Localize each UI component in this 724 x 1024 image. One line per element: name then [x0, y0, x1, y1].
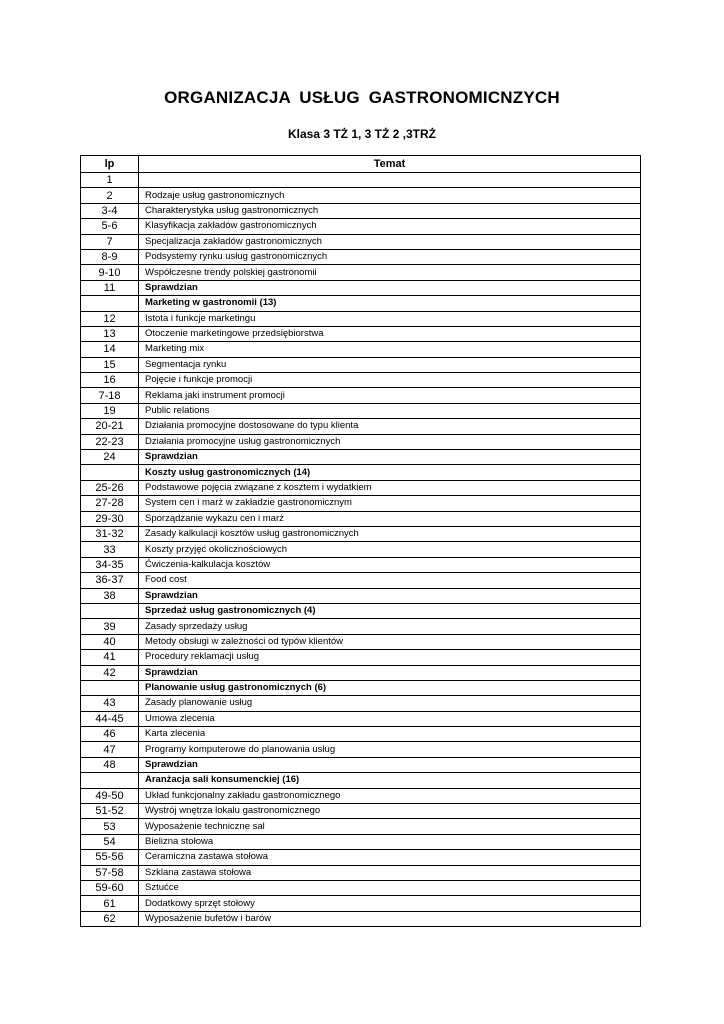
table-row [81, 911, 641, 926]
lesson-number-cell: 11 [81, 280, 139, 295]
table-row [81, 280, 641, 295]
topic-cell: Karta zlecenia [139, 727, 641, 742]
lesson-number-cell: 15 [81, 357, 139, 372]
topic-cell: Szklana zastawa stołowa [139, 865, 641, 880]
table-row [81, 757, 641, 772]
table-row [81, 357, 641, 372]
table-row [81, 203, 641, 218]
table-row [81, 434, 641, 449]
lesson-number-cell: 51-52 [81, 804, 139, 819]
lesson-number-cell: 9-10 [81, 265, 139, 280]
topic-cell: Ceramiczna zastawa stołowa [139, 850, 641, 865]
table-body [81, 173, 641, 927]
table-row [81, 219, 641, 234]
table-row [81, 680, 641, 695]
topic-cell: Sztućce [139, 880, 641, 895]
lesson-number-cell: 57-58 [81, 865, 139, 880]
lesson-number-cell: 53 [81, 819, 139, 834]
topic-cell: Marketing mix [139, 342, 641, 357]
topic-cell: Food cost [139, 573, 641, 588]
topic-cell: Współczesne trendy polskiej gastronomii [139, 265, 641, 280]
column-header-topic: Temat [139, 156, 641, 173]
table-row [81, 880, 641, 895]
lesson-number-cell: 41 [81, 650, 139, 665]
topic-cell [139, 173, 641, 188]
curriculum-table [80, 155, 641, 927]
lesson-number-cell [81, 773, 139, 788]
lesson-number-cell: 2 [81, 188, 139, 203]
topic-cell: Rodzaje usług gastronomicznych [139, 188, 641, 203]
lesson-number-cell: 29-30 [81, 511, 139, 526]
table-row [81, 173, 641, 188]
topic-cell: Dodatkowy sprzęt stołowy [139, 896, 641, 911]
topic-cell: Sporządzanie wykazu cen i marż [139, 511, 641, 526]
topic-cell: Ćwiczenia-kalkulacja kosztów [139, 557, 641, 572]
table-row [81, 311, 641, 326]
lesson-number-cell: 12 [81, 311, 139, 326]
table-row [81, 388, 641, 403]
table-row [81, 727, 641, 742]
topic-cell: Wystrój wnętrza lokalu gastronomicznego [139, 804, 641, 819]
table-row [81, 496, 641, 511]
lesson-number-cell: 42 [81, 665, 139, 680]
topic-cell: Umowa zlecenia [139, 711, 641, 726]
lesson-number-cell: 62 [81, 911, 139, 926]
section-heading-cell: Marketing w gastronomii (13) [139, 296, 641, 311]
lesson-number-cell [81, 603, 139, 618]
lesson-number-cell: 27-28 [81, 496, 139, 511]
table-row [81, 450, 641, 465]
topic-cell: Segmentacja rynku [139, 357, 641, 372]
table-row [81, 619, 641, 634]
lesson-number-cell: 49-50 [81, 788, 139, 803]
lesson-number-cell [81, 296, 139, 311]
lesson-number-cell: 8-9 [81, 249, 139, 264]
table-row [81, 403, 641, 418]
table-row [81, 819, 641, 834]
topic-cell: Pojęcie i funkcje promocji [139, 373, 641, 388]
lesson-number-cell: 36-37 [81, 573, 139, 588]
table-row [81, 773, 641, 788]
table-row [81, 265, 641, 280]
table-row [81, 650, 641, 665]
topic-cell: Bielizna stołowa [139, 834, 641, 849]
lesson-number-cell: 7 [81, 234, 139, 249]
table-row [81, 665, 641, 680]
table-row [81, 373, 641, 388]
lesson-number-cell: 43 [81, 696, 139, 711]
table-row [81, 249, 641, 264]
lesson-number-cell: 16 [81, 373, 139, 388]
table-row [81, 511, 641, 526]
topic-cell: Zasady kalkulacji kosztów usług gastronomicznych [139, 526, 641, 541]
lesson-number-cell [81, 465, 139, 480]
lesson-number-cell: 55-56 [81, 850, 139, 865]
lesson-number-cell: 31-32 [81, 526, 139, 541]
document-subtitle: Klasa 3 TŻ 1, 3 TŻ 2 ,3TRŻ [287, 127, 437, 141]
topic-cell: Koszty przyjęć okolicznościowych [139, 542, 641, 557]
lesson-number-cell: 47 [81, 742, 139, 757]
table-row [81, 896, 641, 911]
table-row [81, 465, 641, 480]
topic-cell: Zasady sprzedaży usług [139, 619, 641, 634]
table-row [81, 696, 641, 711]
lesson-number-cell: 5-6 [81, 219, 139, 234]
topic-cell: Układ funkcjonalny zakładu gastronomicznego [139, 788, 641, 803]
topic-cell: Specjalizacja zakładów gastronomicznych [139, 234, 641, 249]
table-row [81, 342, 641, 357]
lesson-number-cell: 24 [81, 450, 139, 465]
lesson-number-cell: 25-26 [81, 480, 139, 495]
table-header [81, 156, 641, 173]
lesson-number-cell: 48 [81, 757, 139, 772]
table-row [81, 804, 641, 819]
table-row [81, 234, 641, 249]
topic-cell: Klasyfikacja zakładów gastronomicznych [139, 219, 641, 234]
lesson-number-cell: 14 [81, 342, 139, 357]
section-heading-cell: Sprawdzian [139, 665, 641, 680]
section-heading-cell: Sprawdzian [139, 757, 641, 772]
table-row [81, 296, 641, 311]
lesson-number-cell: 39 [81, 619, 139, 634]
table-row [81, 634, 641, 649]
table-row [81, 557, 641, 572]
topic-cell: Podstawowe pojęcia związane z kosztem i wydatkiem [139, 480, 641, 495]
table-row [81, 788, 641, 803]
table-row [81, 850, 641, 865]
table-row [81, 573, 641, 588]
lesson-number-cell: 59-60 [81, 880, 139, 895]
table-row [81, 588, 641, 603]
lesson-number-cell: 20-21 [81, 419, 139, 434]
topic-cell: Programy komputerowe do planowania usług [139, 742, 641, 757]
lesson-number-cell: 1 [81, 173, 139, 188]
table-row [81, 526, 641, 541]
section-heading-cell: Sprzedaż usług gastronomicznych (4) [139, 603, 641, 618]
section-heading-cell: Sprawdzian [139, 450, 641, 465]
table-row [81, 542, 641, 557]
lesson-number-cell: 13 [81, 326, 139, 341]
table-row [81, 834, 641, 849]
table-header-row [81, 156, 641, 173]
lesson-number-cell: 44-45 [81, 711, 139, 726]
lesson-number-cell: 46 [81, 727, 139, 742]
topic-cell: Podsystemy rynku usług gastronomicznych [139, 249, 641, 264]
table-row [81, 188, 641, 203]
lesson-number-cell: 40 [81, 634, 139, 649]
topic-cell: Charakterystyka usług gastronomicznych [139, 203, 641, 218]
lesson-number-cell: 33 [81, 542, 139, 557]
lesson-number-cell [81, 680, 139, 695]
lesson-number-cell: 7-18 [81, 388, 139, 403]
topic-cell: Działania promocyjne dostosowane do typu klienta [139, 419, 641, 434]
lesson-number-cell: 54 [81, 834, 139, 849]
document-title: ORGANIZACJA USŁUG GASTRONOMICNZYCH [164, 88, 560, 107]
lesson-number-cell: 22-23 [81, 434, 139, 449]
table-row [81, 480, 641, 495]
lesson-number-cell: 34-35 [81, 557, 139, 572]
table-row [81, 603, 641, 618]
table-row [81, 326, 641, 341]
topic-cell: Działania promocyjne usług gastronomicznych [139, 434, 641, 449]
topic-cell: Otoczenie marketingowe przedsiębiorstwa [139, 326, 641, 341]
section-heading-cell: Aranżacja sali konsumenckiej (16) [139, 773, 641, 788]
section-heading-cell: Sprawdzian [139, 280, 641, 295]
topic-cell: Public relations [139, 403, 641, 418]
topic-cell: Metody obsługi w zależności od typów klientów [139, 634, 641, 649]
section-heading-cell: Koszty usług gastronomicznych (14) [139, 465, 641, 480]
column-header-lp: lp [81, 156, 139, 173]
table-row [81, 419, 641, 434]
lesson-number-cell: 38 [81, 588, 139, 603]
table-row [81, 711, 641, 726]
topic-cell: Wyposażenie techniczne sal [139, 819, 641, 834]
topic-cell: Reklama jaki instrument promocji [139, 388, 641, 403]
topic-cell: Wyposażenie bufetów i barów [139, 911, 641, 926]
table-row [81, 865, 641, 880]
topic-cell: Procedury reklamacji usług [139, 650, 641, 665]
section-heading-cell: Sprawdzian [139, 588, 641, 603]
lesson-number-cell: 3-4 [81, 203, 139, 218]
section-heading-cell: Planowanie usług gastronomicznych (6) [139, 680, 641, 695]
topic-cell: Zasady planowanie usług [139, 696, 641, 711]
table-row [81, 742, 641, 757]
topic-cell: Istota i funkcje marketingu [139, 311, 641, 326]
lesson-number-cell: 61 [81, 896, 139, 911]
lesson-number-cell: 19 [81, 403, 139, 418]
topic-cell: System cen i marż w zakładzie gastronomicznym [139, 496, 641, 511]
